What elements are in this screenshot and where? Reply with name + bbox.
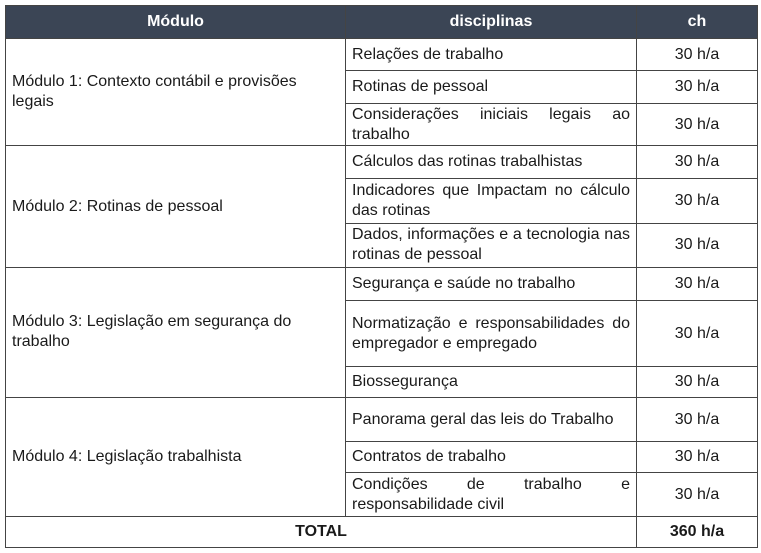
discipline-ch: 30 h/a bbox=[637, 146, 758, 178]
discipline-name: Indicadores que Impactam no cálculo das rotinas bbox=[346, 178, 637, 223]
discipline-name: Biossegurança bbox=[346, 367, 637, 397]
course-table bbox=[5, 5, 758, 548]
total-label: TOTAL bbox=[6, 517, 637, 548]
discipline-ch: 30 h/a bbox=[637, 178, 758, 223]
discipline-ch: 30 h/a bbox=[637, 223, 758, 268]
table-row bbox=[6, 268, 758, 300]
discipline-name: Condições de trabalho e responsabilidade civil bbox=[346, 472, 637, 517]
table-row bbox=[6, 39, 758, 71]
table-row bbox=[6, 146, 758, 178]
discipline-ch: 30 h/a bbox=[637, 268, 758, 300]
module-2-name: Módulo 2: Rotinas de pessoal bbox=[6, 146, 346, 268]
discipline-name: Relações de trabalho bbox=[346, 39, 637, 71]
discipline-name: Cálculos das rotinas trabalhistas bbox=[346, 146, 637, 178]
discipline-name: Contratos de trabalho bbox=[346, 442, 637, 472]
discipline-name: Normatização e responsabilidades do empregador e empregado bbox=[346, 300, 637, 367]
discipline-ch: 30 h/a bbox=[637, 103, 758, 146]
discipline-name: Rotinas de pessoal bbox=[346, 71, 637, 103]
header-ch: ch bbox=[637, 6, 758, 39]
discipline-ch: 30 h/a bbox=[637, 300, 758, 367]
discipline-name: Considerações iniciais legais ao trabalho bbox=[346, 103, 637, 146]
discipline-ch: 30 h/a bbox=[637, 442, 758, 472]
discipline-ch: 30 h/a bbox=[637, 397, 758, 442]
header-disciplinas: disciplinas bbox=[346, 6, 637, 39]
discipline-name: Panorama geral das leis do Trabalho bbox=[346, 397, 637, 442]
discipline-ch: 30 h/a bbox=[637, 39, 758, 71]
discipline-ch: 30 h/a bbox=[637, 472, 758, 517]
header-row bbox=[6, 6, 758, 39]
module-4-name: Módulo 4: Legislação trabalhista bbox=[6, 397, 346, 517]
module-3-name: Módulo 3: Legislação em segurança do trabalho bbox=[6, 268, 346, 398]
table-row bbox=[6, 397, 758, 442]
total-value: 360 h/a bbox=[637, 517, 758, 548]
discipline-ch: 30 h/a bbox=[637, 367, 758, 397]
discipline-name: Segurança e saúde no trabalho bbox=[346, 268, 637, 300]
module-1-name: Módulo 1: Contexto contábil e provisões legais bbox=[6, 39, 346, 146]
discipline-ch: 30 h/a bbox=[637, 71, 758, 103]
header-modulo: Módulo bbox=[6, 6, 346, 39]
discipline-name: Dados, informações e a tecnologia nas rotinas de pessoal bbox=[346, 223, 637, 268]
total-row bbox=[6, 517, 758, 548]
